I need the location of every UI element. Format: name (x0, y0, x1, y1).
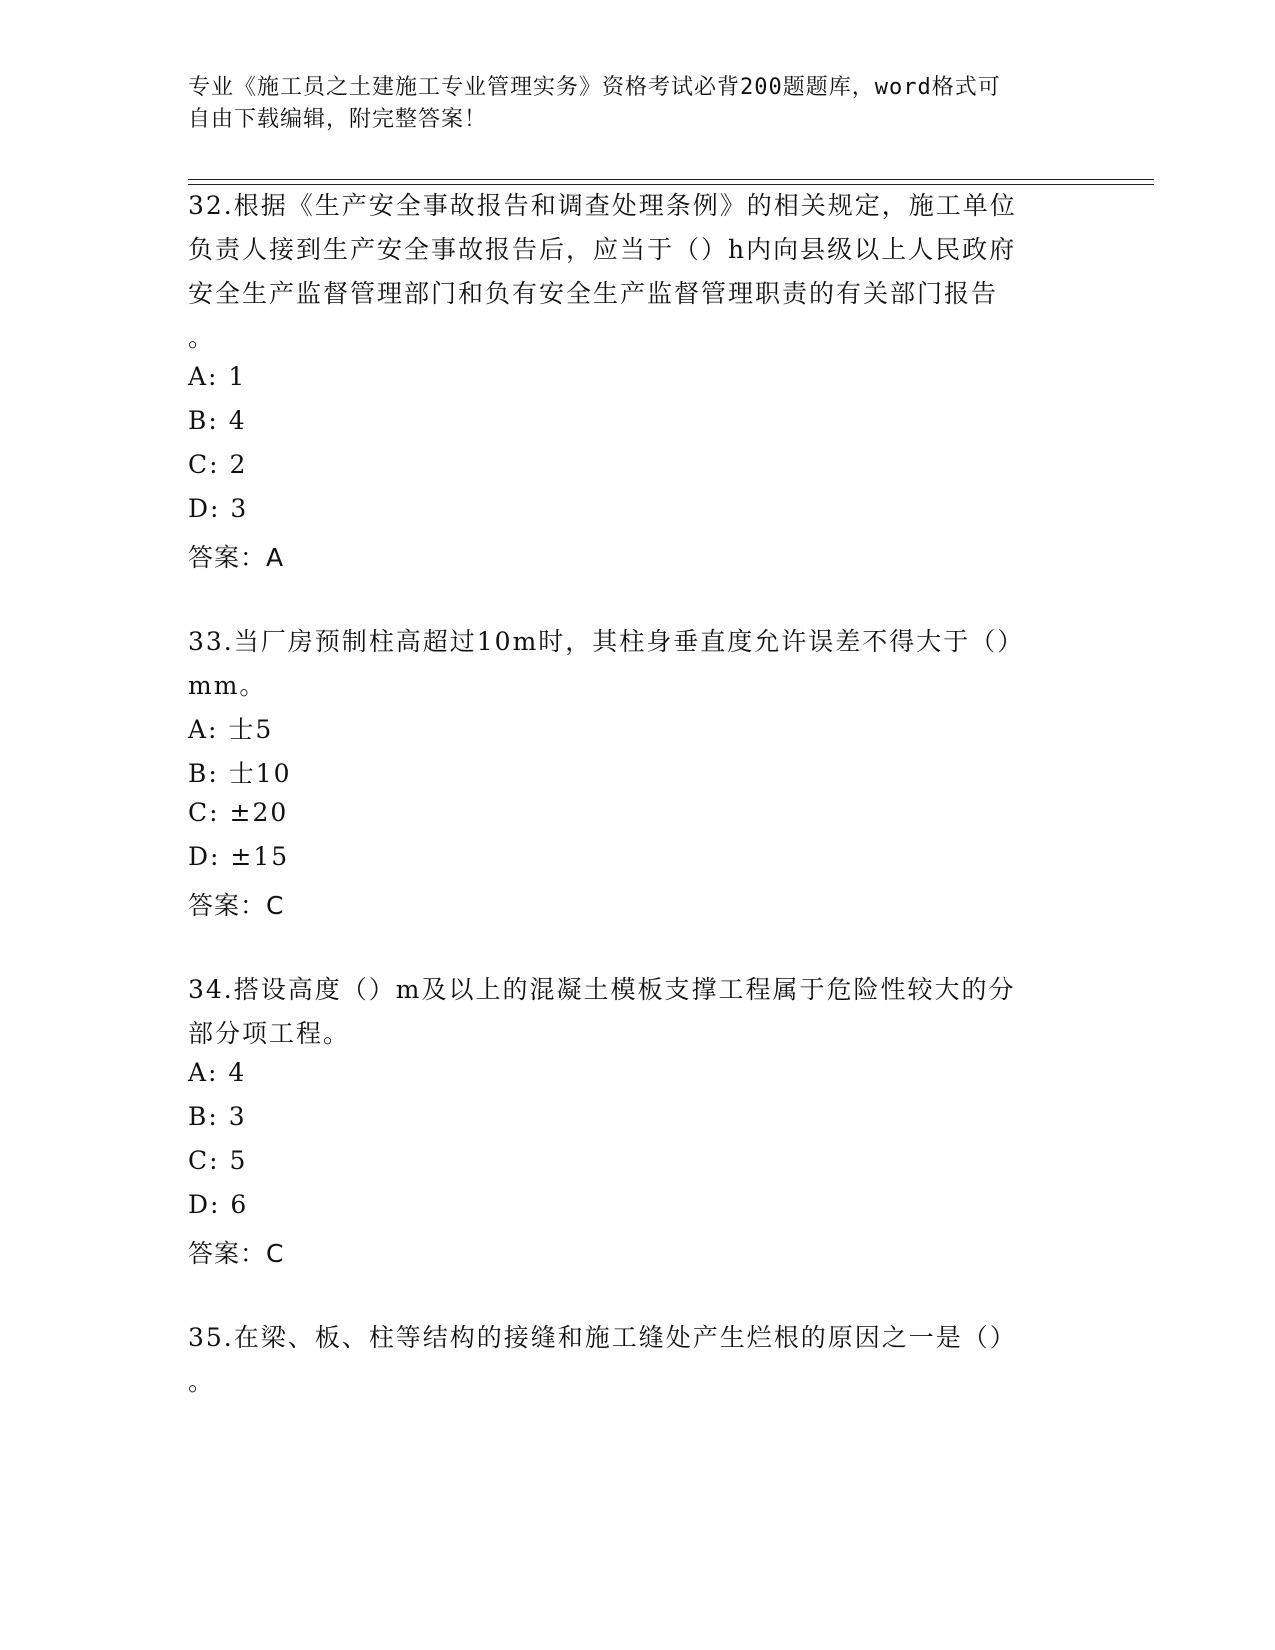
question-line: 35.在梁、板、柱等结构的接缝和施工缝处产生烂根的原因之一是（） (188, 1323, 1017, 1352)
answer-label: 答案：A (188, 543, 285, 572)
header-line-2: 自由下载编辑，附完整答案！ (188, 107, 488, 132)
option-b: B: 3 (188, 1102, 247, 1131)
question-line: 33.当厂房预制柱高超过10m时，其柱身垂直度允许误差不得大于（） (188, 627, 1025, 656)
question-line: 负责人接到生产安全事故报告后，应当于（）h内向县级以上人民政府 (188, 235, 1017, 264)
question-line: 。 (188, 1367, 216, 1396)
document-header (188, 72, 1068, 136)
answer-label: 答案：C (188, 891, 285, 920)
header-line-1: 专业《施工员之土建施工专业管理实务》资格考试必背200题题库，word格式可 (188, 75, 1001, 100)
option-a: A: 1 (188, 362, 247, 391)
question-line: 。 (188, 323, 216, 352)
option-c: C: 2 (188, 450, 248, 479)
header-divider (188, 179, 1154, 185)
question-line: 部分项工程。 (188, 1019, 351, 1048)
question-line: 34.搭设高度（）m及以上的混凝土模板支撑工程属于危险性较大的分 (188, 975, 1016, 1004)
option-b: B: 4 (188, 406, 247, 435)
question-line: 32.根据《生产安全事故报告和调查处理条例》的相关规定，施工单位 (188, 191, 1017, 220)
option-d: D: 6 (188, 1190, 249, 1219)
option-b: B: 士10 (188, 759, 292, 788)
option-c: C: 5 (188, 1146, 248, 1175)
option-c: C: ±20 (188, 798, 289, 827)
answer-label: 答案：C (188, 1239, 285, 1268)
option-d: D: 3 (188, 494, 249, 523)
question-line: mm。 (188, 671, 267, 700)
option-a: A: 4 (188, 1058, 247, 1087)
option-d: D: ±15 (188, 842, 290, 871)
question-line: 安全生产监督管理部门和负有安全生产监督管理职责的有关部门报告 (188, 279, 999, 308)
option-a: A: 士5 (188, 715, 274, 744)
